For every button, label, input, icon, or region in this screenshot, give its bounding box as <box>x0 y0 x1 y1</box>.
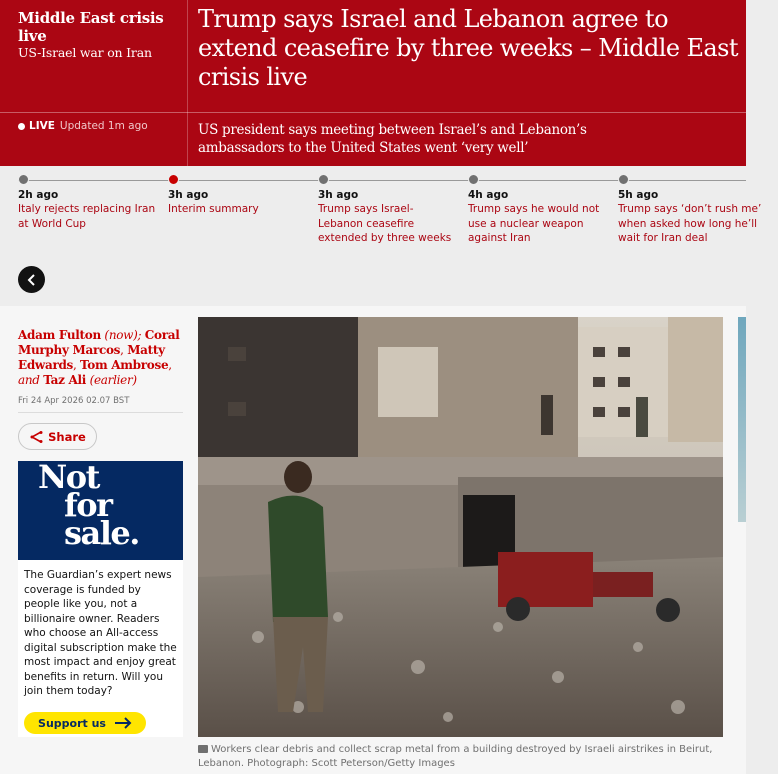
timeline-dot-icon <box>18 174 29 185</box>
support-promo <box>18 458 183 737</box>
byline-separator: , <box>168 358 172 372</box>
article-meta <box>18 328 183 450</box>
article-body <box>0 306 746 774</box>
event-time: 5h ago <box>618 189 659 201</box>
live-dot-icon <box>18 123 25 130</box>
key-event[interactable] <box>168 174 308 217</box>
arrow-right-icon <box>114 717 132 729</box>
header-divider <box>0 112 746 113</box>
live-status <box>18 120 148 132</box>
event-link[interactable]: Interim summary <box>168 203 259 215</box>
promo-banner <box>18 458 183 560</box>
image-caption <box>198 743 728 771</box>
destroyed-building-photo <box>198 317 723 737</box>
section-subtitle[interactable]: US-Israel war on Iran <box>18 45 152 60</box>
page-title: Trump says Israel and Lebanon agree to extend ceasefire by three weeks – Middle East crisis live <box>198 5 738 91</box>
publish-date: Fri 24 Apr 2026 02.07 BST <box>18 396 183 413</box>
support-us-button[interactable] <box>24 712 146 734</box>
event-time: 4h ago <box>468 189 509 201</box>
event-link[interactable]: Trump says he would not use a nuclear weapon against Iran <box>468 203 600 244</box>
timeline-dot-icon <box>168 174 179 185</box>
carousel-previous-button[interactable] <box>18 266 45 293</box>
liveblog-header <box>0 0 746 166</box>
byline-and: and <box>18 373 44 387</box>
byline-separator: , <box>73 358 81 372</box>
adjacent-image-edge <box>738 317 746 522</box>
key-events-carousel <box>0 166 762 306</box>
camera-icon <box>198 745 208 753</box>
updated-time: Updated 1m ago <box>59 120 148 132</box>
timeline-dot-icon <box>618 174 629 185</box>
main-media-image[interactable] <box>198 317 723 737</box>
promo-text: The Guardian’s expert news coverage is funded by people like you, not a billionaire owner. Readers who choose an All-access digital subscription make the most impact and enjoy great benefits in return. Will you join them today? <box>24 569 177 697</box>
byline <box>18 328 183 388</box>
promo-headline-line: for <box>64 486 112 524</box>
support-label: Support us <box>38 716 106 730</box>
share-icon <box>29 431 43 443</box>
key-event[interactable] <box>18 174 158 231</box>
byline-note: (earlier) <box>86 373 137 387</box>
author-link[interactable]: Matty Edwards <box>18 343 165 372</box>
byline-separator: , <box>120 343 128 357</box>
share-button[interactable] <box>18 423 97 450</box>
promo-headline-line: Not <box>38 458 99 496</box>
event-time: 3h ago <box>318 189 359 201</box>
event-time: 3h ago <box>168 189 209 201</box>
author-link[interactable]: Adam Fulton <box>18 328 101 342</box>
timeline-dot-icon <box>318 174 329 185</box>
promo-headline <box>38 458 139 552</box>
promo-headline-line: sale. <box>64 514 139 552</box>
event-link[interactable]: Trump says Israel-Lebanon ceasefire extended by three weeks <box>318 203 452 244</box>
section-kicker[interactable] <box>18 9 193 61</box>
share-label: Share <box>48 429 86 444</box>
key-event[interactable] <box>318 174 458 246</box>
event-time: 2h ago <box>18 189 59 201</box>
chevron-left-icon <box>27 274 37 286</box>
caption-text: Workers clear debris and collect scrap metal from a building destroyed by Israeli airstrikes in Beirut, Lebanon. Photograph: Scott Peterson/Getty Images <box>198 744 713 769</box>
author-link[interactable]: Tom Ambrose <box>80 358 169 372</box>
standfirst: US president says meeting between Israel’s and Lebanon’s ambassadors to the United States went ‘very well’ <box>198 122 587 156</box>
live-label: LIVE <box>29 120 55 132</box>
event-link[interactable]: Italy rejects replacing Iran at World Cup <box>18 203 156 230</box>
section-title[interactable]: Middle East crisis live <box>18 9 164 45</box>
timeline-dot-icon <box>468 174 479 185</box>
event-link[interactable]: Trump says ‘don’t rush me’ when asked how long he’ll wait for Iran deal <box>618 203 762 244</box>
author-link[interactable]: Coral Murphy Marcos <box>18 328 180 357</box>
key-event[interactable] <box>618 174 762 246</box>
byline-note: (now); <box>100 328 145 342</box>
key-event[interactable] <box>468 174 608 246</box>
author-link[interactable]: Taz Ali <box>43 373 87 387</box>
